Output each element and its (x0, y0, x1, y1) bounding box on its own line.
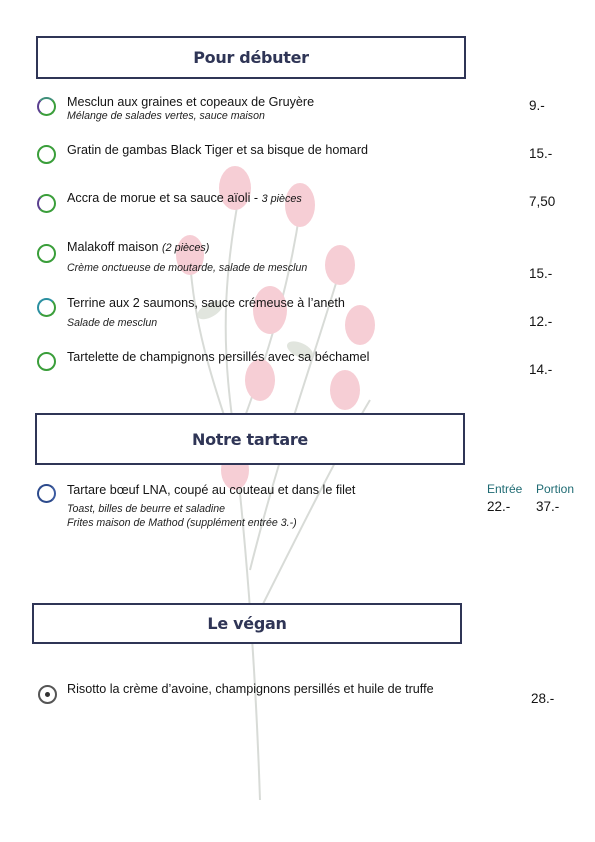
price-entree: 22.- (487, 499, 511, 514)
dish-name: Terrine aux 2 saumons, sauce crémeuse à l’aneth (67, 296, 345, 310)
section-title-pour-debuter: Pour débuter (36, 36, 466, 79)
dish-price: 28.- (531, 691, 555, 706)
dish-name-text: Malakoff maison (67, 240, 162, 254)
dish-name: Mesclun aux graines et copeaux de Gruyère (67, 95, 315, 109)
dish-description: Frites maison de Mathod (supplément entrée 3.-) (67, 517, 297, 529)
dish-name: Tartare bœuf LNA, coupé au couteau et dans le filet (67, 483, 356, 497)
dish-description: Toast, billes de beurre et saladine (67, 503, 226, 515)
dish-note: (2 pièces) (161, 242, 210, 254)
bullet-icon (37, 97, 56, 116)
bullet-icon (37, 352, 56, 371)
dish-price: 9.- (529, 98, 545, 113)
dish-note: 3 pièces (261, 193, 302, 205)
bullet-icon (38, 685, 57, 704)
dish-name (67, 240, 209, 254)
price-portion: 37.- (536, 499, 560, 514)
bullet-icon (37, 298, 56, 317)
column-header-portion: Portion (536, 482, 575, 496)
dish-description: Mélange de salades vertes, sauce maison (67, 110, 265, 122)
dish-name: Gratin de gambas Black Tiger et sa bisque de homard (67, 143, 369, 157)
bullet-dot (45, 692, 50, 697)
dish-price: 15.- (529, 266, 553, 281)
dish-name: Risotto la crème d’avoine, champignons persillés et huile de truffe (67, 682, 434, 696)
section-title-le-vegan: Le végan (32, 603, 462, 644)
dish-price: 15.- (529, 146, 553, 161)
dish-description: Crème onctueuse de moutarde, salade de mesclun (67, 262, 308, 274)
dish-price: 14.- (529, 362, 553, 377)
dish-name (67, 191, 302, 205)
dish-name-text: Accra de morue et sa sauce aïoli - (67, 191, 262, 205)
dish-description: Salade de mesclun (67, 317, 158, 329)
dish-name: Tartelette de champignons persillés avec sa béchamel (67, 350, 370, 364)
column-header-entree: Entrée (487, 482, 523, 496)
bullet-icon (37, 484, 56, 503)
bullet-icon (37, 194, 56, 213)
dish-price: 7,50 (529, 194, 556, 209)
dish-price: 12.- (529, 314, 553, 329)
bullet-icon (37, 145, 56, 164)
section-title-notre-tartare: Notre tartare (35, 413, 465, 465)
bullet-icon (37, 244, 56, 263)
